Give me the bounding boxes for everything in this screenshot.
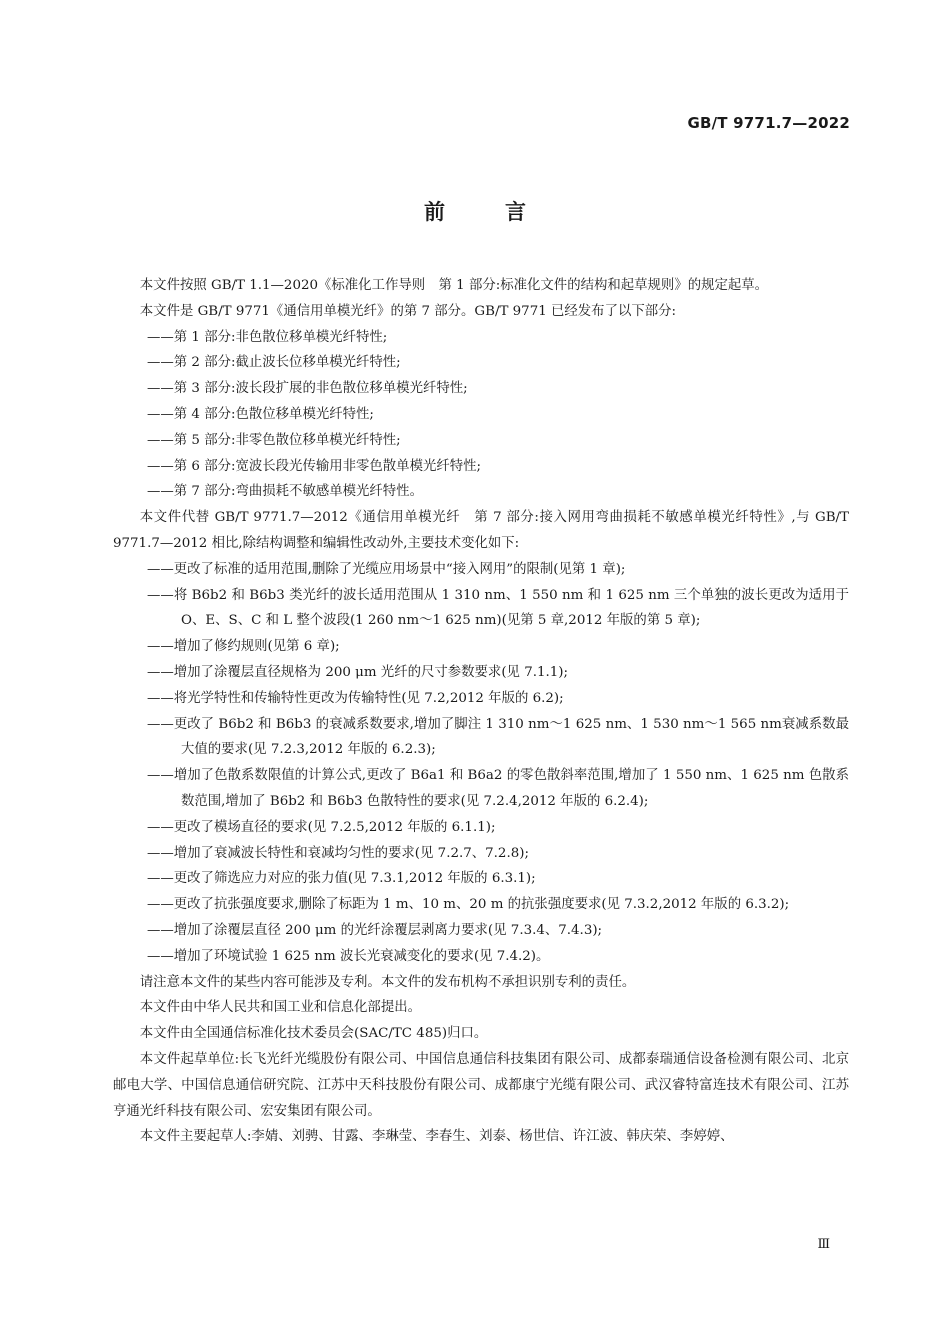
list-item: ——更改了筛选应力对应的张力值(见 7.3.1,2012 年版的 6.3.1);: [147, 871, 536, 887]
page-title: 前言: [424, 200, 586, 224]
list-item: ——第 1 部分:非色散位移单模光纤特性;: [147, 329, 388, 345]
intro-paragraph: 本文件是 GB/T 9771《通信用单模光纤》的第 7 部分。GB/T 9771 已经发布了以下部分:: [139, 303, 677, 319]
patent-notice: 请注意本文件的某些内容可能涉及专利。本文件的发布机构不承担识别专利的责任。: [139, 974, 636, 990]
list-item: ——更改了抗张强度要求,删除了标距为 1 m、10 m、20 m 的抗张强度要求(见 7.3.2,2012 年版的 6.3.2);: [147, 897, 790, 913]
list-item: ——增加了色散系数限值的计算公式,更改了 B6a1 和 B6a2 的零色散斜率范围,增加了 1 550 nm、1 625 nm 色散系数范围,增加了 B6b2 和 B6b3 色散特性的要求(见 7.2.4,2012 年版的 6.2.4);: [147, 768, 849, 809]
list-item: ——更改了标准的适用范围,删除了光缆应用场景中“接入网用”的限制(见第 1 章);: [147, 561, 626, 577]
list-item: ——增加了涂覆层直径规格为 200 μm 光纤的尺寸参数要求(见 7.1.1);: [147, 664, 568, 680]
list-item: ——第 5 部分:非零色散位移单模光纤特性;: [147, 432, 401, 448]
list-item: ——将光学特性和传输特性更改为传输特性(见 7.2,2012 年版的 6.2);: [147, 690, 564, 706]
list-item: ——增加了环境试验 1 625 nm 波长光衰减变化的要求(见 7.4.2)。: [147, 948, 550, 964]
drafters: 本文件主要起草人:李婧、刘骋、甘露、李琳莹、李春生、刘泰、杨世信、许江波、韩庆荣、李婷婷、: [139, 1129, 734, 1145]
list-item: ——增加了衰减波长特性和衰减均匀性的要求(见 7.2.7、7.2.8);: [147, 845, 529, 861]
parts-list: [113, 325, 849, 506]
list-item: ——增加了修约规则(见第 6 章);: [147, 639, 340, 655]
list-item: ——第 4 部分:色散位移单模光纤特性;: [147, 406, 374, 422]
list-item: ——增加了涂覆层直径 200 μm 的光纤涂覆层剥离力要求(见 7.3.4、7.4.3);: [147, 922, 603, 938]
document-body: [113, 273, 849, 1150]
standard-code: GB/T 9771.7—2022: [687, 114, 850, 132]
list-item: ——第 6 部分:宽波长段光传输用非零色散单模光纤特性;: [147, 458, 482, 474]
drafting-units: 本文件起草单位:长飞光纤光缆股份有限公司、中国信息通信科技集团有限公司、成都泰瑞通信设备检测有限公司、北京邮电大学、中国信息通信研究院、江苏中天科技股份有限公司、成都康宁光缆有限公司、武汉睿特富连技术有限公司、江苏亨通光纤科技有限公司、宏安集团有限公司。: [113, 1051, 849, 1119]
committee-statement: 本文件由全国通信标准化技术委员会(SAC/TC 485)归口。: [139, 1026, 488, 1042]
proposer-statement: 本文件由中华人民共和国工业和信息化部提出。: [139, 1000, 421, 1016]
changes-list: [113, 557, 849, 970]
list-item: ——更改了模场直径的要求(见 7.2.5,2012 年版的 6.1.1);: [147, 819, 496, 835]
list-item: ——第 7 部分:弯曲损耗不敏感单模光纤特性。: [147, 484, 423, 500]
list-item: ——第 3 部分:波长段扩展的非色散位移单模光纤特性;: [147, 381, 468, 397]
list-item: ——将 B6b2 和 B6b3 类光纤的波长适用范围从 1 310 nm、1 550 nm 和 1 625 nm 三个单独的波长更改为适用于 O、E、S、C 和 L 整个波段(1 260 nm～1 625 nm)(见第 5 章,2012 年版的第 5 章);: [147, 587, 849, 629]
list-item: ——更改了 B6b2 和 B6b3 的衰减系数要求,增加了脚注 1 310 nm～1 625 nm、1 530 nm～1 565 nm衰减系数最大值的要求(见 7.2.3,2012 年版的 6.2.3);: [147, 716, 849, 758]
intro-paragraph: 本文件按照 GB/T 1.1—2020《标准化工作导则 第 1 部分:标准化文件的结构和起草规则》的规定起草。: [139, 278, 769, 293]
replace-statement: 本文件代替 GB/T 9771.7—2012《通信用单模光纤 第 7 部分:接入网用弯曲损耗不敏感单模光纤特性》,与 GB/T 9771.7—2012 相比,除结构调整和编辑性改动外,主要技术变化如下:: [113, 510, 849, 551]
page-number: Ⅲ: [817, 1237, 830, 1252]
list-item: ——第 2 部分:截止波长位移单模光纤特性;: [147, 355, 401, 371]
